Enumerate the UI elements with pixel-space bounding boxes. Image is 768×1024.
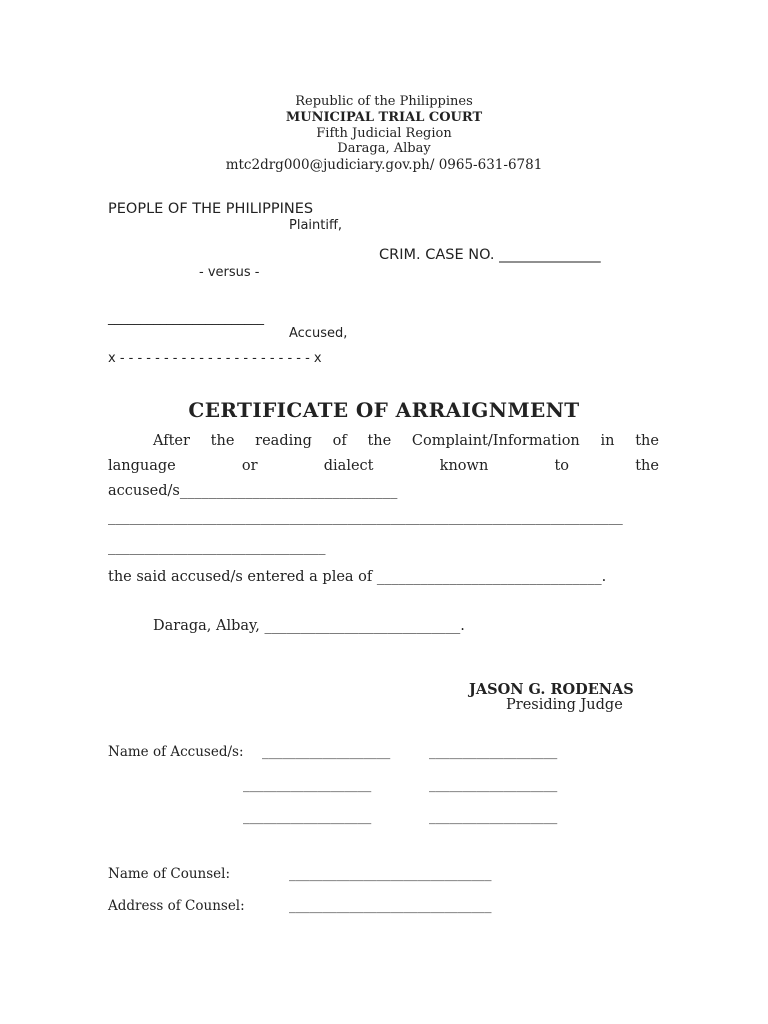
word: of bbox=[332, 433, 347, 449]
word: dialect bbox=[323, 458, 374, 474]
word: the bbox=[635, 433, 659, 449]
judge-name: JASON G. RODENAS bbox=[469, 681, 634, 698]
date-place-line: Daraga, Albay, ___________________________. bbox=[153, 618, 465, 634]
body-line-3: accused/s______________________________ bbox=[108, 483, 398, 499]
word: reading bbox=[255, 433, 312, 449]
case-number: CRIM. CASE NO. ______________ bbox=[379, 247, 601, 263]
caption-separator: x - - - - - - - - - - - - - - - - - - - - - - x bbox=[108, 351, 322, 366]
word: or bbox=[241, 458, 258, 474]
judge-title: Presiding Judge bbox=[506, 697, 623, 713]
counsel-address-blank: ______________________________ bbox=[289, 898, 492, 914]
word: the bbox=[635, 458, 659, 474]
body-line-4: _______________________________________________________________________ bbox=[108, 509, 623, 525]
word: the bbox=[210, 433, 235, 449]
header-republic: Republic of the Philippines bbox=[295, 94, 473, 109]
accused-blank: ________________________ bbox=[108, 311, 264, 326]
accused-name-blank-4: ___________________ bbox=[429, 777, 558, 793]
word: language bbox=[108, 458, 176, 474]
body-line-2 bbox=[108, 458, 659, 474]
word: in bbox=[600, 433, 615, 449]
plaintiff-label: Plaintiff, bbox=[289, 218, 343, 233]
body-line-5: ______________________________ bbox=[108, 539, 326, 555]
word: After bbox=[153, 433, 190, 449]
accused-name-blank-3: ___________________ bbox=[243, 777, 372, 793]
word: Complaint/Information bbox=[411, 433, 580, 449]
document-title: CERTIFICATE OF ARRAIGNMENT bbox=[188, 398, 580, 422]
header-region: Fifth Judicial Region bbox=[316, 126, 452, 141]
plaintiff-name: PEOPLE OF THE PHILIPPINES bbox=[108, 201, 314, 217]
header-court-name: MUNICIPAL TRIAL COURT bbox=[285, 110, 483, 125]
accused-names-label: Name of Accused/s: bbox=[108, 744, 244, 760]
counsel-address-label: Address of Counsel: bbox=[108, 898, 245, 914]
body-line-1 bbox=[153, 433, 659, 449]
header-contact: mtc2drg000@judiciary.gov.ph/ 0965-631-6781 bbox=[225, 157, 543, 173]
word: to bbox=[554, 458, 570, 474]
word: the bbox=[367, 433, 392, 449]
accused-name-blank-1: ___________________ bbox=[262, 744, 391, 760]
header-location: Daraga, Albay bbox=[337, 141, 431, 156]
accused-name-blank-6: ___________________ bbox=[429, 809, 558, 825]
accused-label: Accused, bbox=[289, 326, 348, 341]
word: known bbox=[439, 458, 489, 474]
counsel-name-label: Name of Counsel: bbox=[108, 866, 230, 882]
accused-name-blank-2: ___________________ bbox=[429, 744, 558, 760]
counsel-name-blank: ______________________________ bbox=[289, 866, 492, 882]
accused-name-blank-5: ___________________ bbox=[243, 809, 372, 825]
versus-label: - versus - bbox=[199, 265, 260, 280]
plea-line: the said accused/s entered a plea of _______________________________. bbox=[108, 569, 607, 585]
